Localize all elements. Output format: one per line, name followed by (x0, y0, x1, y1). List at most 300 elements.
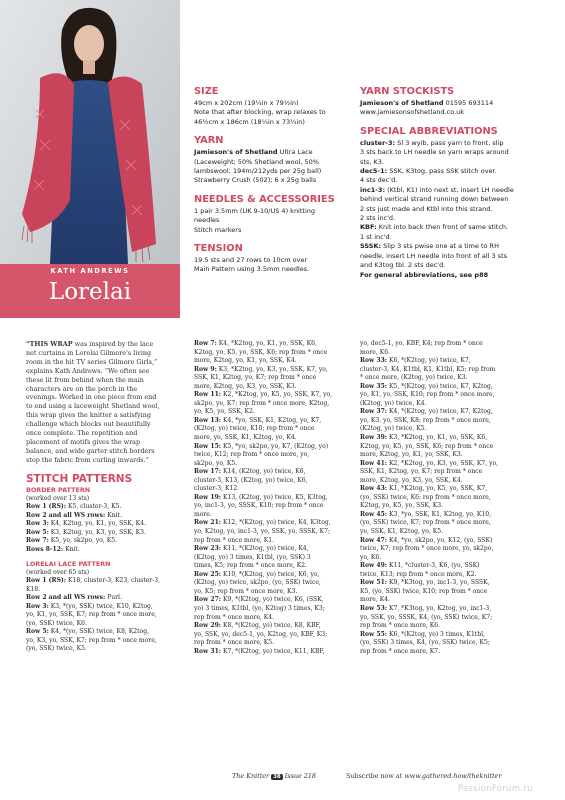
row-label: Row 33: (360, 357, 388, 365)
pattern-row-line (26, 577, 176, 586)
row-text: more, yo, SSK, K1, K2tog, yo, K4. (194, 434, 297, 442)
pattern-row-line (360, 648, 525, 657)
needles-line: 1 pair 3.5mm (UK 9-10/US 4) knitting needles (194, 206, 316, 225)
row-label: Row 35: (360, 382, 388, 390)
pattern-row-line (26, 611, 176, 620)
row-text: rep from * once more, K7. (360, 647, 441, 655)
pattern-row (194, 545, 344, 571)
pattern-row-line (194, 588, 344, 597)
pattern-row-line (360, 400, 525, 409)
pattern-row-line (194, 340, 344, 349)
row-label: Row 37: (360, 408, 388, 416)
pattern-row-line (194, 451, 344, 460)
row-label: Row 13: (194, 416, 222, 424)
pattern-row-line (360, 639, 525, 648)
watermark: PassionForum.ru (458, 784, 533, 794)
row-text: K3, *yo, SSK, K1, K2tog, yo, K10, (387, 510, 492, 518)
abbrev-text: 4 sts dec'd. (360, 176, 398, 185)
yarn-heading: YARN (194, 135, 224, 147)
row-text: K18, cluster-3, K23, cluster-3, (66, 577, 161, 585)
abbreviations-section (360, 126, 542, 280)
row-text: * once more, (K2tog, yo) twice, K3. (360, 374, 468, 382)
pattern-row (360, 537, 525, 563)
row-text: K1, *K2tog, yo, K5, yo, SSK, K7, (387, 485, 488, 493)
intro-line: characters are on the porch in the (26, 384, 138, 393)
lace-pattern-heading: LORELAI LACE PATTERN (26, 559, 111, 568)
row-text: K8, *(K2tog, yo) twice, K8, KBF, (221, 622, 321, 630)
pattern-row-line (26, 586, 176, 595)
row-label: Row 53: (360, 604, 388, 612)
row-label: Row 51: (360, 579, 388, 587)
row-text: yo) 3 times, K1tbl, (yo, K2tog) 3 times, K3; (194, 604, 325, 612)
abbrev-item (360, 167, 542, 186)
row-text: K11, *(K2tog, yo) twice, K4, (221, 545, 309, 553)
row-text: yo, K5, yo, SSK, K2. (194, 408, 255, 416)
yarn-brand: Jamieson's of Shetland (194, 148, 278, 157)
row-label: Row 5: (26, 628, 49, 636)
border-note: (worked over 13 sts) (26, 494, 90, 502)
stockists-column (360, 86, 542, 288)
row-label: Row 25: (194, 570, 222, 578)
row-text: Knit. (105, 511, 122, 519)
row-text: (yo, SSK) 3 times, K4, (yo, SSK) twice, K5; (360, 639, 490, 647)
row-text: K5, *(K2tog, yo) twice, K7, K2tog, (387, 382, 493, 390)
row-text: more, K2tog, yo, K3, yo, SSK, K3. (194, 382, 297, 390)
row-text: K7, *(K2tog, yo) twice, K11, KBF, (221, 647, 325, 655)
pattern-row-line (360, 562, 525, 571)
pattern-row-line (194, 408, 344, 417)
pattern-row (26, 577, 176, 594)
pattern-row-line (194, 545, 344, 554)
pattern-row-line (194, 519, 344, 528)
pattern-row-line (194, 511, 344, 520)
pattern-row-line (360, 511, 525, 520)
row-text: K12, *(K2tog, yo) twice, K4, K3tog, (221, 519, 331, 527)
size-heading: SIZE (194, 86, 219, 97)
size-section (194, 86, 342, 127)
pattern-row-line (360, 485, 525, 494)
pattern-row-line (360, 519, 525, 528)
pattern-row-line (360, 622, 525, 631)
abbreviations-heading: SPECIAL ABBREVIATIONS (360, 125, 498, 137)
row-text: more, K4. (360, 596, 390, 604)
pattern-row-line (194, 562, 344, 571)
row-label: Row 39: (360, 434, 388, 442)
row-text: yo, K5; rep from * once more, K3. (194, 587, 298, 595)
row-label: Row 2 and all WS rows: (26, 594, 106, 602)
pattern-row-line (360, 374, 525, 383)
abbrev-term: SSSK: (360, 242, 382, 251)
row-text: K4, *(yo, SSK) twice, K8, K2tog, (48, 628, 149, 636)
tension-section (194, 243, 342, 275)
row-text: yo, K1, yo, SSK, K10; rep from * once more, (360, 391, 495, 399)
pattern-row-line (26, 520, 176, 529)
pattern-row (194, 340, 344, 366)
row-text: (K2tog, yo) twice, K4. (360, 399, 427, 407)
row-text: K14, (K2tog, yo) twice, K6, (221, 468, 306, 476)
abbrev-text: 2 sts just made and Ktbl into this strand. (360, 204, 493, 213)
pattern-row-line (194, 425, 344, 434)
row-text: twice, K13; rep from * once more, K2. (360, 570, 477, 578)
row-text: K5, *yo, sk2po, yo, K7, (K2tog, yo) (221, 442, 329, 450)
stockist-phone: 01595 693114 (443, 99, 494, 107)
tension-heading: TENSION (194, 243, 243, 255)
pattern-row-line (194, 349, 344, 358)
abbrev-footer: For general abbreviations, see p88 (360, 270, 489, 279)
stockist-line (360, 99, 542, 108)
row-text: more, K2tog, yo, K1, yo, SSK, K4. (194, 357, 297, 365)
row-text: yo, K1, yo, SSK, K7; rep from * once more, (26, 611, 157, 619)
row-text: K5, cluster-3, K5. (66, 503, 122, 511)
row-text: more. (194, 510, 212, 518)
intro-line: explains Kath Andrews. “We often see (26, 366, 150, 375)
pattern-row (194, 494, 344, 520)
pattern-row (360, 631, 525, 657)
pattern-row-line (26, 603, 176, 612)
pattern-row (26, 546, 176, 555)
row-text: (yo, SSK) twice, K5. (26, 645, 87, 653)
row-text: twice, K7; rep from * once more, yo, sk2po, (360, 545, 494, 553)
row-text: rep from * once more, K5. (194, 639, 275, 647)
pattern-row-line (360, 349, 525, 358)
pattern-row-line (194, 596, 344, 605)
row-text: K11, *cluster-3, K6, (yo, SSK) (387, 562, 480, 570)
pattern-row-line (194, 417, 344, 426)
pattern-row (194, 366, 344, 392)
row-label: Row 23: (194, 545, 222, 553)
pattern-row-line (194, 648, 344, 657)
tension-line: 19.5 sts and 27 rows to 10cm over (194, 256, 308, 265)
intro-line: placement of motifs gives the wrap (26, 437, 141, 446)
needles-line: Stitch markers (194, 225, 242, 234)
row-label: Row 7: (194, 340, 217, 347)
row-text: yo, K6. (360, 553, 382, 561)
row-text: (K2tog, yo) 3 times, K1tbl, (yo, SSK) 3 (194, 553, 311, 561)
magazine-name: The Knitter (232, 772, 270, 780)
row-label: Row 11: (194, 391, 222, 399)
row-text: K3, K2tog, yo, K3, yo, SSK, K3. (48, 528, 146, 536)
intro-line: balance, and wide garter stitch borders (26, 446, 155, 455)
pattern-row-line (360, 631, 525, 640)
pattern-row-line (360, 554, 525, 563)
abbrev-term: inc1-3: (360, 185, 386, 194)
abbrev-item (360, 139, 542, 167)
pattern-row (360, 579, 525, 605)
footer-subscribe (346, 772, 501, 780)
row-text: cluster-3, K12. (194, 485, 240, 493)
pattern-row-line (360, 579, 525, 588)
row-text: (K2tog, yo) twice, K10; rep from * once (194, 425, 315, 433)
pattern-row (360, 485, 525, 511)
row-text: K2tog, yo, K5, yo, SSK, K6; rep from * once (194, 348, 328, 356)
intro-line: evenings. Worked in one piece from end (26, 393, 157, 402)
pattern-row-line (360, 357, 525, 366)
yarn-name: Ultra Lace (277, 148, 313, 157)
yarn-line (194, 148, 342, 157)
pattern-row-line (194, 528, 344, 537)
pattern-row (360, 605, 525, 631)
pattern-row-line (360, 383, 525, 392)
pattern-row-line (26, 529, 176, 538)
text-column-2 (194, 340, 344, 656)
intro-line: this wrap gives the knitter a satisfying (26, 411, 151, 420)
row-text: K5, (yo, SSK) twice, K10; rep from * once (360, 587, 488, 595)
row-text: K6, *(K2tog, yo) 3 times, K1tbl, (387, 630, 485, 638)
pattern-row (194, 519, 344, 545)
pattern-row-line (360, 417, 525, 426)
pattern-row-line (194, 502, 344, 511)
abbrev-text: needle, insert LH needle into front of all 3 sts (360, 251, 508, 260)
row-text: (K2tog, yo) twice, sk2po, (yo, SSK) twice, (194, 579, 321, 587)
pattern-row (360, 511, 525, 537)
pattern-row-line (360, 366, 525, 375)
intro-line: challenge which blocks out beautifully (26, 420, 151, 429)
pattern-row (360, 340, 525, 357)
row-text: yo, SSK, yo, dec5-1, yo, K2tog, yo, KBF, K3; (194, 630, 328, 638)
row-label: Row 3: (26, 520, 49, 528)
row-text: K18. (26, 585, 41, 593)
pattern-row (26, 603, 176, 629)
row-text: K2tog, yo, K5, yo, SSK, K6; rep from * once (360, 442, 494, 450)
pattern-row-line (194, 571, 344, 580)
yarn-line: lambswool; 194m/212yds per 25g ball) (194, 167, 322, 176)
pattern-row-line (194, 477, 344, 486)
row-label: Row 45: (360, 510, 388, 518)
pattern-row (194, 417, 344, 443)
row-text: K13, (K2tog, yo) twice, K5, K3tog, (221, 493, 328, 501)
abbrev-item (360, 186, 542, 224)
pattern-row-line (360, 537, 525, 546)
row-text: cluster-3, K13, (K2tog, yo) twice, K6, (194, 476, 308, 484)
intro-paragraph (26, 340, 176, 465)
row-text: twice, K12; rep from * once more, yo, (194, 451, 310, 459)
size-line: 46½cm x 186cm (18¼in x 73¼in) (194, 117, 305, 126)
yarn-section (194, 135, 342, 186)
row-text: (K2tog, yo) twice, K5. (360, 425, 427, 433)
pattern-row-line (360, 494, 525, 503)
row-text: (yo, SSK) twice, K6; rep from * once more, (360, 493, 491, 501)
pattern-row-line (194, 460, 344, 469)
row-label: Row 15: (194, 442, 222, 450)
row-text: K4, *K2tog, yo, K1, yo, SSK, K6, (216, 340, 317, 347)
pattern-row-line (26, 637, 176, 646)
pattern-row-line (360, 545, 525, 554)
needles-section (194, 194, 342, 235)
intro-line: room in the hit TV series Gilmore Girls,” (26, 357, 158, 366)
row-text: K3, *(yo, SSK) twice, K10, K2tog, (48, 602, 153, 610)
abbrev-text: 1 st inc'd. (360, 232, 392, 241)
pattern-row (360, 383, 525, 409)
pattern-row-line (194, 631, 344, 640)
pattern-row (360, 434, 525, 460)
row-text: K4, K2tog, yo, K1, yo, SSK, K4. (48, 520, 146, 528)
abbrev-text: and K3tog tbl. 2 sts dec'd. (360, 261, 446, 270)
intro-line: to end using a laceweight Shetland wool, (26, 402, 160, 411)
lace-rows (26, 577, 176, 654)
pattern-row (26, 594, 176, 603)
abbrev-term: cluster-3: (360, 138, 396, 147)
pattern-row-line (360, 596, 525, 605)
text-column-1 (26, 340, 176, 654)
pattern-row (194, 648, 344, 657)
row-text: Purl. (105, 594, 122, 602)
pattern-row-line (360, 605, 525, 614)
row-text: K3, *K2tog, yo, K1, yo, SSK, K6, (387, 434, 488, 442)
pattern-row (26, 537, 176, 546)
size-line: 49cm x 202cm (19¼in x 79½in) (194, 99, 299, 107)
pattern-row (26, 628, 176, 654)
pattern-row-line (194, 605, 344, 614)
row-text: K10, *(K2tog, yo) twice, K6, yo, (221, 570, 320, 578)
row-text: K9, *K3tog, yo, inc1-3, yo, SSSK, (387, 579, 490, 587)
abbrev-term: KBF: (360, 223, 377, 232)
pattern-row-line (360, 451, 525, 460)
row-label: Row 47: (360, 536, 388, 544)
abbrev-text: SSK, K3tog, pass SSK stitch over. (387, 167, 497, 176)
abbrev-text: sts, K3. (360, 157, 384, 166)
pattern-row-line (194, 485, 344, 494)
pattern-row (194, 391, 344, 417)
stitch-patterns-heading: STITCH PATTERNS (26, 472, 133, 485)
pattern-row-line (194, 391, 344, 400)
pattern-row-line (194, 357, 344, 366)
row-text: yo, K2tog, yo, inc1-3, yo, SSK, yo, SSSK, K7; (194, 528, 331, 536)
pattern-row (26, 529, 176, 538)
row-text: K7, *K3tog, yo, K2tog, yo, inc1-3, (387, 604, 492, 612)
pattern-row-line (194, 383, 344, 392)
tension-line: Main Pattern using 3.5mm needles. (194, 265, 310, 274)
pattern-row (360, 460, 525, 486)
footer-magazine (232, 772, 316, 780)
pattern-row-line (26, 628, 176, 637)
row-label: Row 2 and all WS rows: (26, 511, 106, 519)
abbrev-text: Slip 3 sts pwise one at a time to RH (381, 242, 499, 251)
yarn-line: Strawberry Crush (502); 6 x 25g balls (194, 176, 317, 185)
stockists-section (360, 86, 542, 118)
pattern-row-line (194, 622, 344, 631)
pattern-title: Lorelai (48, 279, 132, 305)
stockist-name: Jamieson's of Shetland (360, 99, 444, 107)
abbrev-text: Sl 3 wyib, pass yarn to front, slip (395, 138, 504, 147)
pattern-row-line (360, 425, 525, 434)
pattern-row-line (360, 528, 525, 537)
row-text: yo, SSK, K1, K2tog, yo, K5. (360, 528, 443, 536)
subscribe-text: Subscribe now at (346, 772, 405, 780)
row-label: Row 27: (194, 596, 222, 604)
pattern-row-line (360, 614, 525, 623)
row-text: K2tog, yo, K5, yo, SSK, K3. (360, 502, 443, 510)
row-text: K4, *(K2tog, yo) twice, K7, K2tog, (387, 408, 493, 416)
pattern-row-line (360, 460, 525, 469)
abbrev-text: behind vertical strand running down between (360, 195, 509, 204)
abbrev-text: (Ktbl, K1) into next st, insert LH needle (385, 185, 514, 194)
row-label: Row 1 (RS): (26, 503, 67, 511)
abbrev-text: 3 sts back to LH needle so yarn wraps around (360, 148, 509, 157)
row-label: Row 7: (26, 537, 49, 545)
pattern-row (26, 512, 176, 521)
abbrev-text: Knit into back then front of same stitch. (376, 223, 509, 232)
row-text: yo, SSK, yo, SSSK, K4, (yo, SSK) twice, K7; (360, 613, 493, 621)
abbrev-text: 2 sts inc'd. (360, 214, 396, 223)
issue-number: Issue 218 (284, 772, 316, 780)
row-label: Rows 8-12: (26, 545, 64, 553)
pattern-row-line (194, 639, 344, 648)
intro-line: stop the fabric from curling inwards.” (26, 455, 149, 464)
row-text: more, K2tog, yo, K3, yo, SSK, K4. (360, 476, 463, 484)
row-text: K4, *yo, sk2po, yo, K12, (yo, SSK) (387, 536, 493, 544)
row-label: Row 9: (194, 365, 217, 373)
pattern-row-line (194, 434, 344, 443)
pattern-row-line (360, 408, 525, 417)
pattern-row-line (360, 340, 525, 349)
abbrev-term: dec5-1: (360, 167, 388, 176)
pattern-row-line (194, 366, 344, 375)
yarn-line: (Laceweight; 50% Shetland wool, 50% (194, 157, 319, 166)
row-text: (yo, SSK) twice, K6. (26, 619, 87, 627)
row-text: rep from * once more, K4. (194, 613, 275, 621)
row-text: cluster-3, K4, K1tbl, K1, K1tbl, K5; rep from (360, 365, 496, 373)
page-number: 38 (273, 774, 281, 780)
border-pattern-heading: BORDER PATTERN (26, 485, 91, 494)
intro-line: net curtains in Lorelai Gilmore's living (26, 348, 152, 357)
stockists-heading: YARN STOCKISTS (360, 86, 455, 97)
row-label: Row 49: (360, 562, 388, 570)
pattern-row-line (194, 443, 344, 452)
row-text: sk2po, yo, K5. (194, 459, 238, 467)
row-text: K9, *(K2tog, yo) twice, K6, (SSK, (221, 596, 324, 604)
row-text: K2, *K2tog, yo, K5, yo, SSK, K7, yo, (221, 391, 333, 399)
row-text: yo, K3, yo, SSK, K8; rep from * once more, (360, 416, 491, 424)
subscribe-link[interactable]: www.gathered.how/theknitter (404, 772, 502, 780)
pattern-row-line (26, 512, 176, 521)
row-label: Row 3: (26, 602, 49, 610)
row-label: Row 5: (26, 528, 49, 536)
pattern-row-line (194, 468, 344, 477)
row-text: sk2po, yo, K7; rep from * once more, K2tog, (194, 399, 330, 407)
pattern-row (194, 596, 344, 622)
row-text: more, K6. (360, 348, 390, 356)
abbrev-item (360, 223, 542, 242)
pattern-row-line (26, 537, 176, 546)
pattern-row-line (360, 391, 525, 400)
row-text: Knit. (63, 545, 80, 553)
pattern-row-line (360, 571, 525, 580)
row-text: K3, *K2tog, yo, K3, yo, SSK, K7, yo, (216, 365, 328, 373)
row-label: Row 19: (194, 493, 222, 501)
border-rows (26, 503, 176, 554)
pattern-row-line (194, 494, 344, 503)
pattern-row (194, 571, 344, 597)
pattern-row (360, 562, 525, 579)
pattern-row-line (360, 468, 525, 477)
pattern-row-line (360, 443, 525, 452)
row-label: Row 41: (360, 459, 388, 467)
pattern-row-line (26, 546, 176, 555)
pattern-row-line (194, 537, 344, 546)
pattern-row (194, 468, 344, 494)
row-text: K6, *(K2tog, yo) twice, K7, (387, 357, 471, 365)
intro-line: was inspired by the lace (72, 340, 154, 348)
specs-column (194, 86, 342, 283)
row-label: Row 43: (360, 485, 388, 493)
row-text: yo, dec5-1, yo, KBF, K4; rep from * once (360, 340, 483, 347)
pattern-row (360, 357, 525, 383)
row-label: Row 17: (194, 468, 222, 476)
row-text: K2, *K2tog, yo, K3, yo, SSK, K7, yo, (387, 459, 499, 467)
row-label: Row 21: (194, 519, 222, 527)
text-column-3 (360, 340, 525, 656)
row-label: Row 31: (194, 647, 222, 655)
